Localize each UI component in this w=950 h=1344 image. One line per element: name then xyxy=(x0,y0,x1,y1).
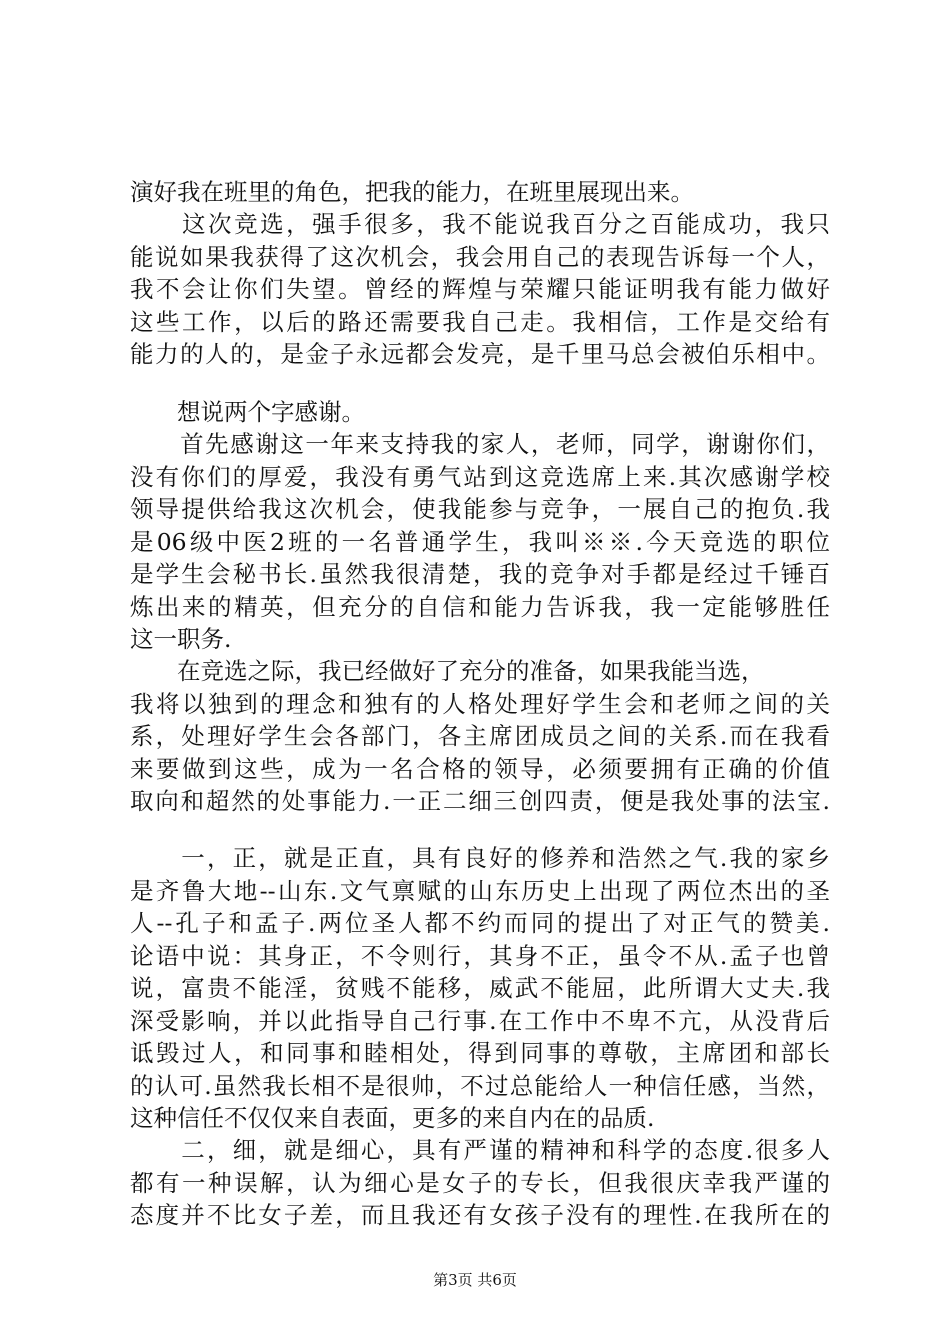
text-line: 二，细，就是细心，具有严谨的精神和科学的态度.很多人 xyxy=(130,1136,830,1164)
text-line: 取向和超然的处事能力.一正二细三创四责，便是我处事的法宝. xyxy=(130,787,830,815)
text-line: 态度并不比女子差，而且我还有女孩子没有的理性.在我所在的 xyxy=(130,1201,830,1229)
text-line: 是学生会秘书长.虽然我很清楚，我的竞争对手都是经过千锤百 xyxy=(130,560,830,588)
text-line: 的认可.虽然我长相不是很帅，不过总能给人一种信任感，当然， xyxy=(130,1072,830,1100)
text-line: 我将以独到的理念和独有的人格处理好学生会和老师之间的关 xyxy=(130,690,830,718)
text-line: 演好我在班里的角色，把我的能力，在班里展现出来。 xyxy=(130,178,694,206)
text-line: 一，正，就是正直，具有良好的修养和浩然之气.我的家乡 xyxy=(130,844,830,872)
text-line: 是06级中医2班的一名普通学生，我叫※※.今天竞选的职位 xyxy=(130,528,830,556)
text-line: 这一职务. xyxy=(130,625,232,653)
text-line: 论语中说：其身正，不令则行，其身不正，虽令不从.孟子也曾 xyxy=(130,942,830,970)
text-line: 想说两个字感谢。 xyxy=(130,398,365,426)
text-line: 系，处理好学生会各部门，各主席团成员之间的关系.而在我看 xyxy=(130,722,830,750)
text-line: 首先感谢这一年来支持我的家人，老师，同学，谢谢你们， xyxy=(130,430,830,458)
text-line: 诋毁过人，和同事和睦相处，得到同事的尊敬，主席团和部长 xyxy=(130,1039,830,1067)
text-line: 深受影响，并以此指导自己行事.在工作中不卑不亢，从没背后 xyxy=(130,1007,830,1035)
text-line: 人--孔子和孟子.两位圣人都不约而同的提出了对正气的赞美. xyxy=(130,909,830,937)
text-line: 这次竞选，强手很多，我不能说我百分之百能成功，我只 xyxy=(130,210,830,238)
text-line: 炼出来的精英，但充分的自信和能力告诉我，我一定能够胜任 xyxy=(130,593,830,621)
text-line: 能说如果我获得了这次机会，我会用自己的表现告诉每一个人， xyxy=(130,243,830,271)
text-line: 我不会让你们失望。曾经的辉煌与荣耀只能证明我有能力做好 xyxy=(130,275,830,303)
text-line: 都有一种误解，认为细心是女子的专长，但我很庆幸我严谨的 xyxy=(130,1169,830,1197)
text-line: 没有你们的厚爱，我没有勇气站到这竞选席上来.其次感谢学校 xyxy=(130,463,830,491)
text-line: 来要做到这些，成为一名合格的领导，必须要拥有正确的价值 xyxy=(130,755,830,783)
text-line: 是齐鲁大地--山东.文气禀赋的山东历史上出现了两位杰出的圣 xyxy=(130,877,830,905)
text-line: 能力的人的，是金子永远都会发亮，是千里马总会被伯乐相中。 xyxy=(130,340,830,368)
text-line: 这种信任不仅仅来自表面，更多的来自内在的品质. xyxy=(130,1104,655,1132)
page-number: 第3页 共6页 xyxy=(433,1271,517,1289)
text-line: 在竞选之际，我已经做好了充分的准备，如果我能当选， xyxy=(130,657,765,685)
text-line: 说，富贵不能淫，贫贱不能移，威武不能屈，此所谓大丈夫.我 xyxy=(130,974,830,1002)
text-line: 领导提供给我这次机会，使我能参与竞争，一展自己的抱负.我 xyxy=(130,495,830,523)
text-line: 这些工作，以后的路还需要我自己走。我相信，工作是交给有 xyxy=(130,308,830,336)
